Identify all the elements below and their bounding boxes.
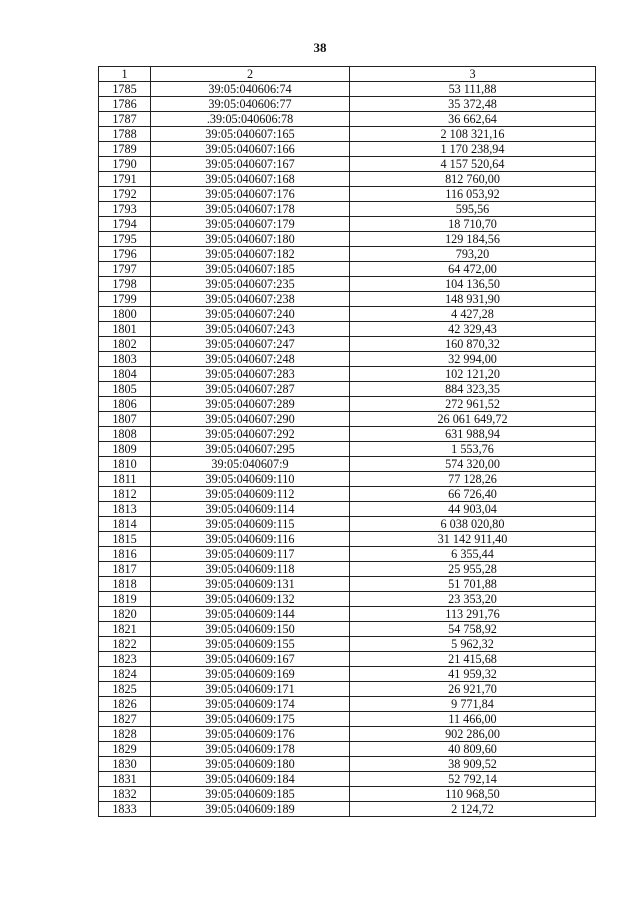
cadastral-number-cell: 39:05:040607:235 — [151, 277, 350, 292]
table-row — [99, 712, 596, 727]
row-number-cell: 1795 — [99, 232, 151, 247]
value-cell: 5 962,32 — [350, 637, 596, 652]
cadastral-number-cell: 39:05:040607:295 — [151, 442, 350, 457]
value-cell: 102 121,20 — [350, 367, 596, 382]
row-number-cell: 1820 — [99, 607, 151, 622]
row-number-cell: 1799 — [99, 292, 151, 307]
cadastral-number-cell: 39:05:040607:176 — [151, 187, 350, 202]
table-row — [99, 592, 596, 607]
cadastral-number-cell: 39:05:040609:131 — [151, 577, 350, 592]
value-cell: 812 760,00 — [350, 172, 596, 187]
cadastral-number-cell: 39:05:040609:169 — [151, 667, 350, 682]
value-cell: 631 988,94 — [350, 427, 596, 442]
value-cell: 2 108 321,16 — [350, 127, 596, 142]
value-cell: 4 427,28 — [350, 307, 596, 322]
row-number-cell: 1833 — [99, 802, 151, 817]
table-row — [99, 787, 596, 802]
table-row — [99, 772, 596, 787]
table-row — [99, 802, 596, 817]
table-row — [99, 487, 596, 502]
row-number-cell: 1793 — [99, 202, 151, 217]
cadastral-number-cell: 39:05:040609:132 — [151, 592, 350, 607]
row-number-cell: 1801 — [99, 322, 151, 337]
cadastral-number-cell: 39:05:040609:117 — [151, 547, 350, 562]
cadastral-value-table — [98, 66, 596, 817]
row-number-cell: 1792 — [99, 187, 151, 202]
cadastral-number-cell: 39:05:040607:248 — [151, 352, 350, 367]
row-number-cell: 1830 — [99, 757, 151, 772]
table-row — [99, 262, 596, 277]
cadastral-number-cell: 39:05:040607:179 — [151, 217, 350, 232]
value-cell: 1 170 238,94 — [350, 142, 596, 157]
cadastral-number-cell: 39:05:040609:180 — [151, 757, 350, 772]
value-cell: 2 124,72 — [350, 802, 596, 817]
row-number-cell: 1813 — [99, 502, 151, 517]
row-number-cell: 1787 — [99, 112, 151, 127]
cadastral-number-cell: 39:05:040609:118 — [151, 562, 350, 577]
value-cell: 21 415,68 — [350, 652, 596, 667]
cadastral-number-cell: 39:05:040609:185 — [151, 787, 350, 802]
cadastral-number-cell: 39:05:040607:292 — [151, 427, 350, 442]
cadastral-number-cell: 39:05:040609:112 — [151, 487, 350, 502]
table-row — [99, 112, 596, 127]
table-row — [99, 652, 596, 667]
value-cell: 272 961,52 — [350, 397, 596, 412]
table-row — [99, 442, 596, 457]
value-cell: 902 286,00 — [350, 727, 596, 742]
table-row — [99, 397, 596, 412]
cadastral-number-cell: 39:05:040607:247 — [151, 337, 350, 352]
table-row — [99, 172, 596, 187]
value-cell: 26 921,70 — [350, 682, 596, 697]
cadastral-number-cell: 39:05:040609:174 — [151, 697, 350, 712]
value-cell: 4 157 520,64 — [350, 157, 596, 172]
value-cell: 51 701,88 — [350, 577, 596, 592]
cadastral-number-cell: 39:05:040607:283 — [151, 367, 350, 382]
table-row — [99, 682, 596, 697]
cadastral-number-cell: 39:05:040609:171 — [151, 682, 350, 697]
table-row — [99, 367, 596, 382]
row-number-cell: 1824 — [99, 667, 151, 682]
cadastral-number-cell: 39:05:040607:243 — [151, 322, 350, 337]
table-row — [99, 412, 596, 427]
row-number-cell: 1832 — [99, 787, 151, 802]
table-row — [99, 517, 596, 532]
cadastral-number-cell: 39:05:040609:175 — [151, 712, 350, 727]
value-cell: 129 184,56 — [350, 232, 596, 247]
table-row — [99, 307, 596, 322]
cadastral-number-cell: 39:05:040609:167 — [151, 652, 350, 667]
cadastral-number-cell: 39:05:040607:180 — [151, 232, 350, 247]
cadastral-number-cell: 39:05:040607:240 — [151, 307, 350, 322]
table-row — [99, 577, 596, 592]
row-number-cell: 1788 — [99, 127, 151, 142]
table-row — [99, 742, 596, 757]
table-row — [99, 337, 596, 352]
value-cell: 54 758,92 — [350, 622, 596, 637]
cadastral-number-cell: 39:05:040609:114 — [151, 502, 350, 517]
cadastral-number-cell: 39:05:040607:185 — [151, 262, 350, 277]
value-cell: 18 710,70 — [350, 217, 596, 232]
column-header-value: 3 — [350, 67, 596, 82]
row-number-cell: 1803 — [99, 352, 151, 367]
row-number-cell: 1789 — [99, 142, 151, 157]
column-header-number: 1 — [99, 67, 151, 82]
cadastral-number-cell: 39:05:040609:110 — [151, 472, 350, 487]
row-number-cell: 1812 — [99, 487, 151, 502]
table-row — [99, 562, 596, 577]
value-cell: 40 809,60 — [350, 742, 596, 757]
value-cell: 44 903,04 — [350, 502, 596, 517]
cadastral-number-cell: 39:05:040609:144 — [151, 607, 350, 622]
cadastral-number-cell: 39:05:040607:165 — [151, 127, 350, 142]
value-cell: 6 355,44 — [350, 547, 596, 562]
row-number-cell: 1821 — [99, 622, 151, 637]
row-number-cell: 1797 — [99, 262, 151, 277]
row-number-cell: 1786 — [99, 97, 151, 112]
row-number-cell: 1819 — [99, 592, 151, 607]
row-number-cell: 1814 — [99, 517, 151, 532]
row-number-cell: 1829 — [99, 742, 151, 757]
row-number-cell: 1818 — [99, 577, 151, 592]
row-number-cell: 1805 — [99, 382, 151, 397]
value-cell: 32 994,00 — [350, 352, 596, 367]
cadastral-number-cell: 39:05:040607:238 — [151, 292, 350, 307]
value-cell: 66 726,40 — [350, 487, 596, 502]
value-cell: 36 662,64 — [350, 112, 596, 127]
cadastral-number-cell: 39:05:040607:182 — [151, 247, 350, 262]
row-number-cell: 1827 — [99, 712, 151, 727]
row-number-cell: 1815 — [99, 532, 151, 547]
cadastral-number-cell: 39:05:040609:184 — [151, 772, 350, 787]
row-number-cell: 1791 — [99, 172, 151, 187]
value-cell: 31 142 911,40 — [350, 532, 596, 547]
table-row — [99, 757, 596, 772]
value-cell: 1 553,76 — [350, 442, 596, 457]
table-row — [99, 427, 596, 442]
table-row — [99, 97, 596, 112]
value-cell: 793,20 — [350, 247, 596, 262]
cadastral-number-cell: 39:05:040609:176 — [151, 727, 350, 742]
table-row — [99, 472, 596, 487]
value-cell: 110 968,50 — [350, 787, 596, 802]
table-row — [99, 292, 596, 307]
value-cell: 160 870,32 — [350, 337, 596, 352]
row-number-cell: 1808 — [99, 427, 151, 442]
value-cell: 148 931,90 — [350, 292, 596, 307]
cadastral-number-cell: 39:05:040607:167 — [151, 157, 350, 172]
column-header-cadastral-number: 2 — [151, 67, 350, 82]
row-number-cell: 1790 — [99, 157, 151, 172]
cadastral-number-cell: 39:05:040607:290 — [151, 412, 350, 427]
row-number-cell: 1798 — [99, 277, 151, 292]
table-row — [99, 637, 596, 652]
table-row — [99, 217, 596, 232]
row-number-cell: 1828 — [99, 727, 151, 742]
table-row — [99, 277, 596, 292]
table-row — [99, 232, 596, 247]
value-cell: 9 771,84 — [350, 697, 596, 712]
row-number-cell: 1794 — [99, 217, 151, 232]
table-header-row — [99, 67, 596, 82]
cadastral-number-cell: 39:05:040607:287 — [151, 382, 350, 397]
table-row — [99, 187, 596, 202]
table-row — [99, 382, 596, 397]
row-number-cell: 1807 — [99, 412, 151, 427]
row-number-cell: 1822 — [99, 637, 151, 652]
value-cell: 25 955,28 — [350, 562, 596, 577]
table-row — [99, 502, 596, 517]
table-row — [99, 247, 596, 262]
table-row — [99, 667, 596, 682]
row-number-cell: 1811 — [99, 472, 151, 487]
cadastral-number-cell: 39:05:040609:150 — [151, 622, 350, 637]
table-row — [99, 607, 596, 622]
value-cell: 38 909,52 — [350, 757, 596, 772]
table-row — [99, 127, 596, 142]
value-cell: 41 959,32 — [350, 667, 596, 682]
cadastral-number-cell: 39:05:040607:178 — [151, 202, 350, 217]
value-cell: 42 329,43 — [350, 322, 596, 337]
cadastral-number-cell: 39:05:040609:189 — [151, 802, 350, 817]
row-number-cell: 1796 — [99, 247, 151, 262]
cadastral-number-cell: 39:05:040606:77 — [151, 97, 350, 112]
page-number: 38 — [313, 40, 327, 55]
cadastral-number-cell: 39:05:040609:116 — [151, 532, 350, 547]
table-row — [99, 727, 596, 742]
table-row — [99, 202, 596, 217]
row-number-cell: 1806 — [99, 397, 151, 412]
value-cell: 113 291,76 — [350, 607, 596, 622]
row-number-cell: 1831 — [99, 772, 151, 787]
row-number-cell: 1816 — [99, 547, 151, 562]
cadastral-number-cell: 39:05:040607:289 — [151, 397, 350, 412]
value-cell: 104 136,50 — [350, 277, 596, 292]
cadastral-number-cell: 39:05:040609:178 — [151, 742, 350, 757]
table-row — [99, 352, 596, 367]
row-number-cell: 1785 — [99, 82, 151, 97]
table-row — [99, 697, 596, 712]
row-number-cell: 1826 — [99, 697, 151, 712]
table-row — [99, 622, 596, 637]
table-row — [99, 82, 596, 97]
value-cell: 64 472,00 — [350, 262, 596, 277]
row-number-cell: 1817 — [99, 562, 151, 577]
cadastral-number-cell: 39:05:040607:166 — [151, 142, 350, 157]
row-number-cell: 1825 — [99, 682, 151, 697]
value-cell: 77 128,26 — [350, 472, 596, 487]
value-cell: 35 372,48 — [350, 97, 596, 112]
value-cell: 574 320,00 — [350, 457, 596, 472]
value-cell: 884 323,35 — [350, 382, 596, 397]
row-number-cell: 1823 — [99, 652, 151, 667]
value-cell: 11 466,00 — [350, 712, 596, 727]
cadastral-number-cell: .39:05:040606:78 — [151, 112, 350, 127]
value-cell: 595,56 — [350, 202, 596, 217]
cadastral-number-cell: 39:05:040606:74 — [151, 82, 350, 97]
row-number-cell: 1810 — [99, 457, 151, 472]
value-cell: 53 111,88 — [350, 82, 596, 97]
value-cell: 6 038 020,80 — [350, 517, 596, 532]
value-cell: 116 053,92 — [350, 187, 596, 202]
cadastral-number-cell: 39:05:040607:9 — [151, 457, 350, 472]
table-row — [99, 547, 596, 562]
row-number-cell: 1809 — [99, 442, 151, 457]
table-row — [99, 157, 596, 172]
cadastral-number-cell: 39:05:040607:168 — [151, 172, 350, 187]
row-number-cell: 1800 — [99, 307, 151, 322]
value-cell: 26 061 649,72 — [350, 412, 596, 427]
value-cell: 52 792,14 — [350, 772, 596, 787]
row-number-cell: 1802 — [99, 337, 151, 352]
table-row — [99, 322, 596, 337]
cadastral-number-cell: 39:05:040609:155 — [151, 637, 350, 652]
cadastral-number-cell: 39:05:040609:115 — [151, 517, 350, 532]
table-row — [99, 457, 596, 472]
row-number-cell: 1804 — [99, 367, 151, 382]
value-cell: 23 353,20 — [350, 592, 596, 607]
table-row — [99, 142, 596, 157]
table-body — [99, 82, 596, 817]
table-row — [99, 532, 596, 547]
